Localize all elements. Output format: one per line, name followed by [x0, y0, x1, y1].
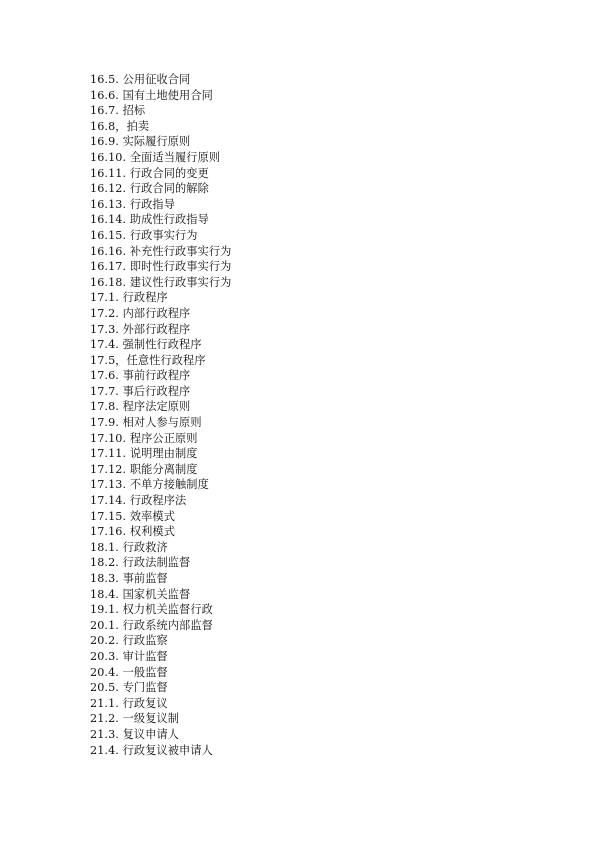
list-item: 16.12. 行政合同的解除	[90, 182, 209, 196]
list-item: 17.15. 效率模式	[90, 509, 175, 523]
list-item: 16.10. 全面适当履行原则	[90, 150, 221, 164]
list-item: 17.8. 程序法定原则	[90, 400, 191, 414]
list-item: 18.1. 行政救济	[90, 540, 168, 554]
list-item: 16.11. 行政合同的变更	[90, 166, 209, 180]
list-item: 17.6. 事前行政程序	[90, 369, 191, 383]
list-item: 21.4. 行政复议被申请人	[90, 743, 213, 757]
list-item: 17.3. 外部行政程序	[90, 322, 191, 336]
list-item: 17.12. 职能分离制度	[90, 462, 198, 476]
list-item: 16.17. 即时性行政事实行为	[90, 260, 232, 274]
list-item: 16.15. 行政事实行为	[90, 228, 198, 242]
list-item: 21.3. 复议申请人	[90, 727, 180, 741]
list-item: 16.9. 实际履行原则	[90, 135, 191, 149]
list-item: 17.11. 说明理由制度	[90, 447, 198, 461]
list-item: 16.5. 公用征收合同	[90, 73, 191, 86]
list-item: 17.13. 不单方接触制度	[90, 478, 209, 492]
list-item: 18.3. 事前监督	[90, 572, 168, 585]
list-item: 17.5，任意性行政程序	[90, 353, 206, 367]
list-item: 16.8，拍卖	[90, 119, 150, 133]
list-item: 17.7. 事后行政程序	[90, 384, 191, 398]
list-item: 16.6. 国有土地使用合同	[90, 88, 213, 102]
list-item: 20.4. 一般监督	[90, 665, 168, 679]
list-item: 16.7. 招标	[90, 104, 146, 118]
list-item: 20.1. 行政系统内部监督	[90, 618, 213, 632]
list-item: 17.4. 强制性行政程序	[90, 338, 202, 352]
list-item: 17.10. 程序公正原则	[90, 431, 198, 445]
list-item: 21.2. 一级复议制	[90, 712, 180, 726]
list-item: 16.16. 补充性行政事实行为	[90, 244, 232, 258]
list-item: 17.1. 行政程序	[90, 291, 168, 305]
list-item: 20.2. 行政监察	[90, 634, 168, 648]
list-item: 16.13. 行政指导	[90, 197, 175, 211]
list-item: 17.14. 行政程序法	[90, 494, 187, 508]
list-item: 19.1. 权力机关监督行政	[90, 603, 213, 617]
list-item: 20.5. 专门监督	[90, 681, 168, 695]
list-item: 17.16. 权利模式	[90, 525, 175, 539]
list-item: 16.14. 助成性行政指导	[90, 213, 209, 227]
list-item: 20.3. 审计监督	[90, 649, 168, 663]
list-item: 18.2. 行政法制监督	[90, 556, 191, 570]
list-item: 17.2. 内部行政程序	[90, 306, 191, 320]
list-item: 21.1. 行政复议	[90, 696, 168, 710]
list-item: 18.4. 国家机关监督	[90, 587, 191, 601]
list-item: 17.9. 相对人参与原则	[90, 416, 202, 430]
list-item: 16.18. 建议性行政事实行为	[90, 275, 232, 289]
term-list	[90, 72, 231, 758]
